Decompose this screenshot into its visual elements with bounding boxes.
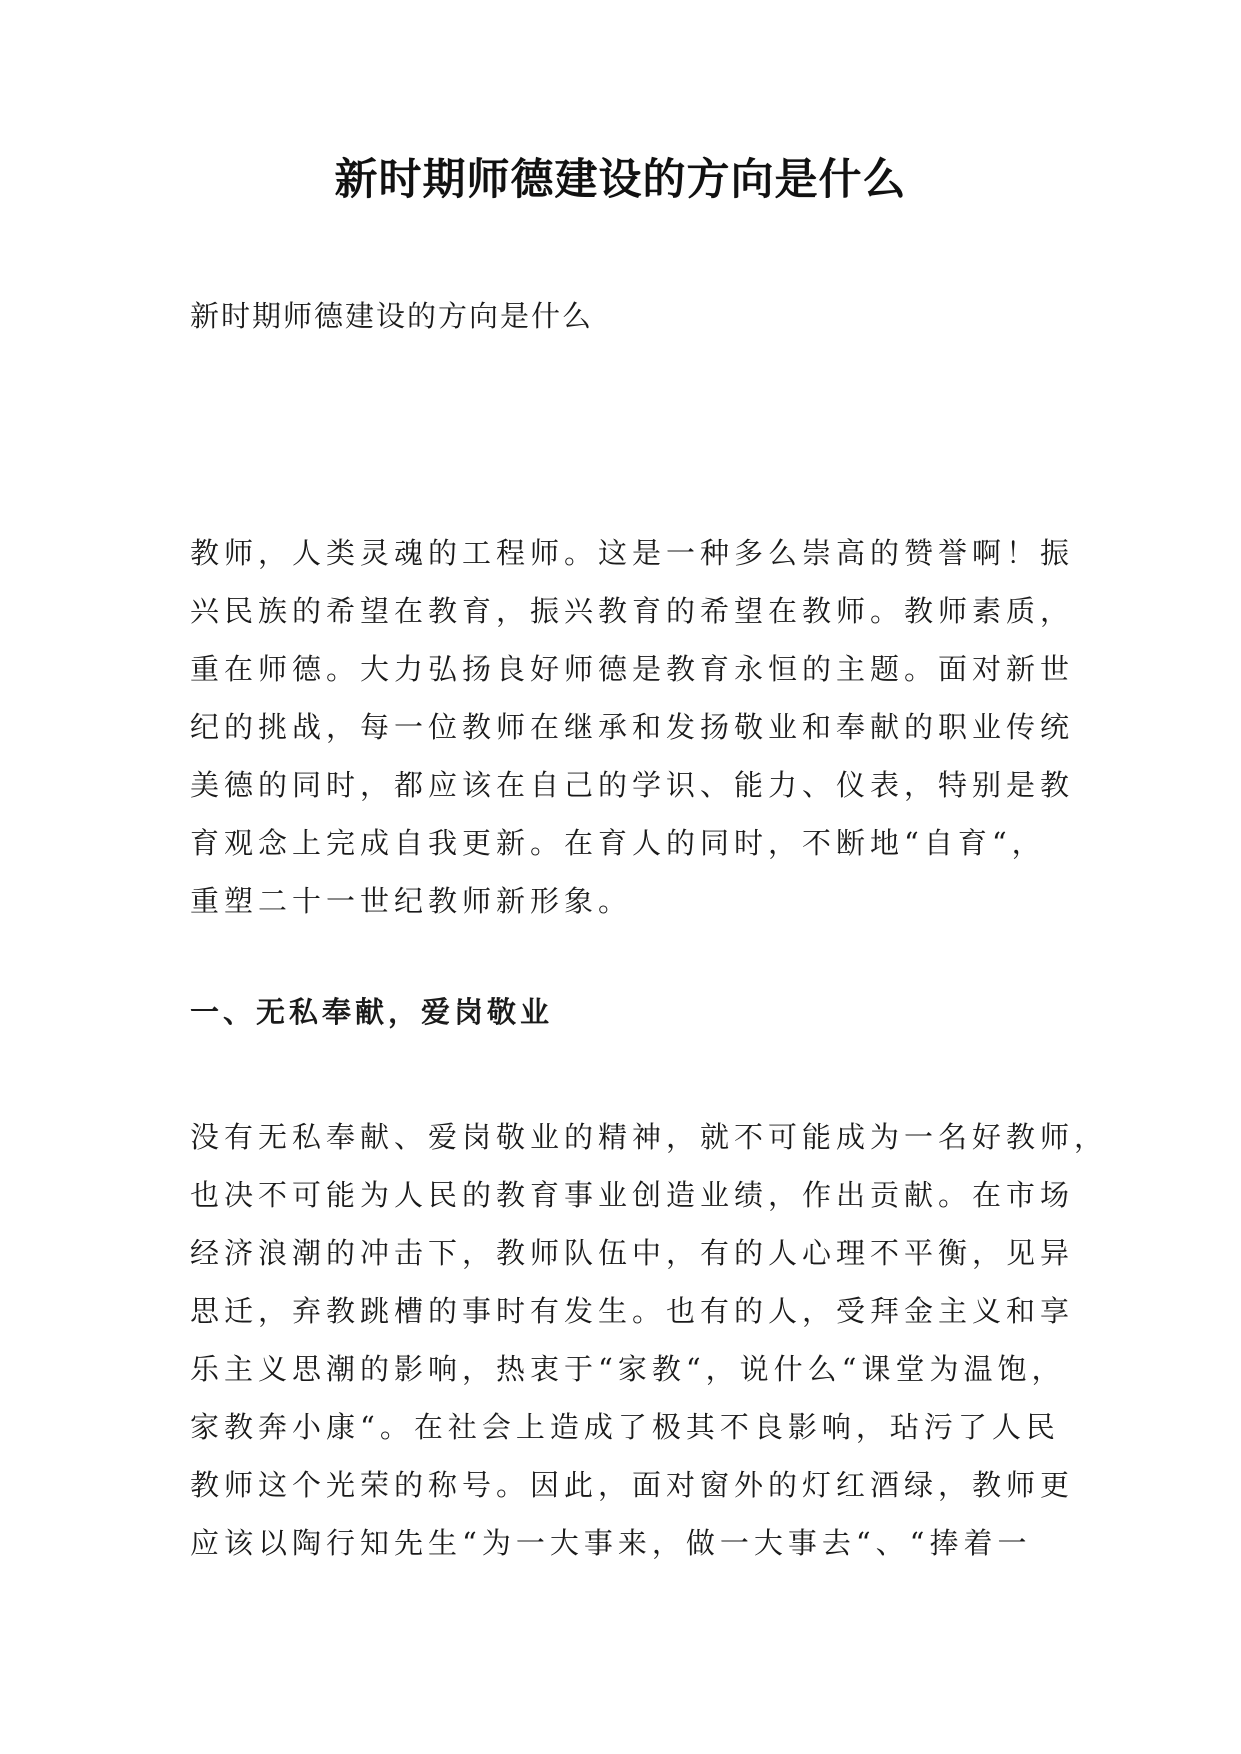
paragraph-line: 兴民族的希望在教育，振兴教育的希望在教师。教师素质， [190, 594, 1075, 628]
section-heading-1: 一、无私奉献，爱岗敬业 [190, 995, 554, 1029]
document-title: 新时期师德建设的方向是什么 [334, 155, 907, 205]
paragraph-section-1 [190, 1108, 1109, 1572]
paragraph-line: 纪的挑战，每一位教师在继承和发扬敬业和奉献的职业传统 [190, 710, 1075, 744]
paragraph-line: 应该以陶行知先生“为一大事来，做一大事去“、“捧着一 [190, 1526, 1032, 1560]
paragraph-line: 经济浪潮的冲击下，教师队伍中，有的人心理不平衡，见异 [190, 1236, 1075, 1270]
paragraph-line: 家教奔小康“。在社会上造成了极其不良影响，玷污了人民 [190, 1410, 1060, 1444]
paragraph-intro [190, 524, 1075, 930]
paragraph-line: 育观念上完成自我更新。在育人的同时，不断地“自育“， [190, 826, 1046, 860]
paragraph-line: 没有无私奉献、爱岗敬业的精神，就不可能成为一名好教师， [190, 1120, 1109, 1154]
paragraph-line: 教师这个光荣的称号。因此，面对窗外的灯红酒绿，教师更 [190, 1468, 1075, 1502]
paragraph-line: 重塑二十一世纪教师新形象。 [190, 884, 633, 918]
paragraph-line: 重在师德。大力弘扬良好师德是教育永恒的主题。面对新世 [190, 652, 1075, 686]
paragraph-line: 教师，人类灵魂的工程师。这是一种多么崇高的赞誉啊！振 [190, 536, 1075, 570]
paragraph-line: 也决不可能为人民的教育事业创造业绩，作出贡献。在市场 [190, 1178, 1075, 1212]
document-subtitle: 新时期师德建设的方向是什么 [190, 299, 594, 333]
paragraph-line: 思迁，弃教跳槽的事时有发生。也有的人，受拜金主义和享 [190, 1294, 1075, 1328]
paragraph-line: 乐主义思潮的影响，热衷于“家教“，说什么“课堂为温饱， [190, 1352, 1066, 1386]
paragraph-line: 美德的同时，都应该在自己的学识、能力、仪表，特别是教 [190, 768, 1075, 802]
